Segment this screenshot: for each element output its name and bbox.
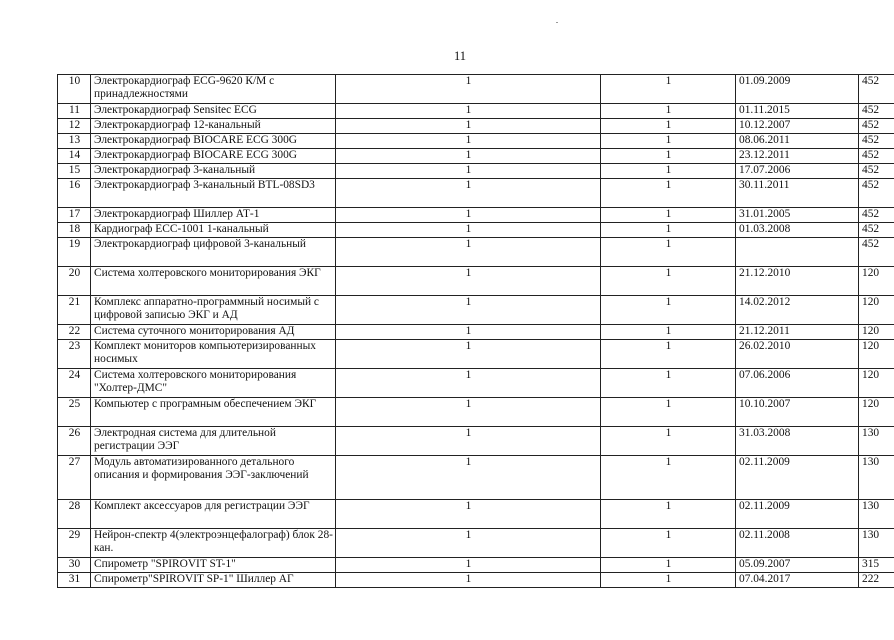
date-cell: 02.11.2009 (736, 456, 859, 500)
quantity-cell: 1 (336, 223, 601, 238)
quantity-cell: 1 (601, 325, 736, 340)
code-cell: 120 (859, 398, 894, 427)
quantity-cell: 1 (336, 369, 601, 398)
date-cell: 31.01.2005 (736, 208, 859, 223)
quantity-cell: 1 (601, 558, 736, 573)
date-cell: 01.11.2015 (736, 104, 859, 119)
date-cell: 10.12.2007 (736, 119, 859, 134)
equipment-name-cell: Спирометр "SPIROVIT ST-1" (91, 558, 336, 573)
equipment-name-cell: Электрокардиограф BIOCARE ECG 300G (91, 149, 336, 164)
equipment-name-cell: Кардиограф ЕСС-1001 1-канальный (91, 223, 336, 238)
code-cell: 222 (859, 573, 894, 588)
date-cell: 01.09.2009 (736, 75, 859, 104)
quantity-cell: 1 (601, 340, 736, 369)
date-cell: 07.06.2006 (736, 369, 859, 398)
code-cell: 120 (859, 267, 894, 296)
row-number-cell: 30 (58, 558, 91, 573)
quantity-cell: 1 (336, 164, 601, 179)
equipment-name-cell: Комплекс аппаратно-программный носимый с цифровой записью ЭКГ и АД (91, 296, 336, 325)
equipment-name-cell: Электрокардиограф цифровой 3-канальный (91, 238, 336, 267)
equipment-name-cell: Электрокардиограф 12-канальный (91, 119, 336, 134)
code-cell: 452 (859, 75, 894, 104)
equipment-name-cell: Комплект аксессуаров для регистрации ЭЭГ (91, 500, 336, 529)
code-cell: 130 (859, 456, 894, 500)
table-row (58, 223, 894, 238)
code-cell: 130 (859, 427, 894, 456)
quantity-cell: 1 (336, 427, 601, 456)
date-cell: 26.02.2010 (736, 340, 859, 369)
table-row (58, 149, 894, 164)
date-cell: 05.09.2007 (736, 558, 859, 573)
quantity-cell: 1 (336, 75, 601, 104)
quantity-cell: 1 (336, 104, 601, 119)
quantity-cell: 1 (601, 119, 736, 134)
table-row (58, 369, 894, 398)
row-number-cell: 21 (58, 296, 91, 325)
table-row (58, 398, 894, 427)
equipment-name-cell: Система холтеровского мониторирования "Холтер-ДМС" (91, 369, 336, 398)
row-number-cell: 16 (58, 179, 91, 208)
page-number: 11 (453, 49, 467, 63)
equipment-name-cell: Компьютер с програмным обеспечением ЭКГ (91, 398, 336, 427)
code-cell: 452 (859, 134, 894, 149)
code-cell: 130 (859, 529, 894, 558)
quantity-cell: 1 (601, 296, 736, 325)
table-row (58, 208, 894, 223)
quantity-cell: 1 (601, 456, 736, 500)
quantity-cell: 1 (336, 208, 601, 223)
table-row (58, 164, 894, 179)
date-cell: 30.11.2011 (736, 179, 859, 208)
equipment-name-cell: Модуль автоматизированного детального описания и формирования ЭЭГ-заключений (91, 456, 336, 500)
quantity-cell: 1 (336, 340, 601, 369)
equipment-name-cell: Электрокардиограф BIOCARE ECG 300G (91, 134, 336, 149)
date-cell: 08.06.2011 (736, 134, 859, 149)
quantity-cell: 1 (601, 149, 736, 164)
row-number-cell: 29 (58, 529, 91, 558)
date-cell: 02.11.2009 (736, 500, 859, 529)
code-cell: 452 (859, 208, 894, 223)
quantity-cell: 1 (336, 573, 601, 588)
equipment-name-cell: Электрокардиограф 3-канальный (91, 164, 336, 179)
row-number-cell: 17 (58, 208, 91, 223)
quantity-cell: 1 (336, 179, 601, 208)
quantity-cell: 1 (601, 369, 736, 398)
date-cell: 02.11.2008 (736, 529, 859, 558)
quantity-cell: 1 (601, 427, 736, 456)
scan-speck (556, 22, 558, 23)
code-cell: 452 (859, 238, 894, 267)
quantity-cell: 1 (336, 238, 601, 267)
row-number-cell: 14 (58, 149, 91, 164)
row-number-cell: 18 (58, 223, 91, 238)
date-cell: 21.12.2011 (736, 325, 859, 340)
table-row (58, 529, 894, 558)
quantity-cell: 1 (601, 238, 736, 267)
quantity-cell: 1 (601, 223, 736, 238)
code-cell: 452 (859, 119, 894, 134)
row-number-cell: 31 (58, 573, 91, 588)
quantity-cell: 1 (336, 134, 601, 149)
table-row (58, 558, 894, 573)
code-cell: 120 (859, 296, 894, 325)
date-cell: 17.07.2006 (736, 164, 859, 179)
quantity-cell: 1 (336, 267, 601, 296)
quantity-cell: 1 (336, 325, 601, 340)
equipment-name-cell: Система холтеровского мониторирования ЭКГ (91, 267, 336, 296)
quantity-cell: 1 (601, 500, 736, 529)
row-number-cell: 15 (58, 164, 91, 179)
equipment-name-cell: Электрокардиограф ECG-9620 К/М с принадлежностями (91, 75, 336, 104)
table-row (58, 75, 894, 104)
quantity-cell: 1 (601, 104, 736, 119)
code-cell: 130 (859, 500, 894, 529)
table-row (58, 104, 894, 119)
equipment-table (57, 74, 894, 588)
table-row (58, 340, 894, 369)
code-cell: 120 (859, 340, 894, 369)
quantity-cell: 1 (336, 500, 601, 529)
row-number-cell: 10 (58, 75, 91, 104)
row-number-cell: 25 (58, 398, 91, 427)
code-cell: 452 (859, 179, 894, 208)
row-number-cell: 22 (58, 325, 91, 340)
quantity-cell: 1 (601, 134, 736, 149)
quantity-cell: 1 (336, 149, 601, 164)
quantity-cell: 1 (336, 529, 601, 558)
row-number-cell: 24 (58, 369, 91, 398)
equipment-name-cell: Электродная система для длительной регистрации ЭЭГ (91, 427, 336, 456)
row-number-cell: 26 (58, 427, 91, 456)
quantity-cell: 1 (601, 529, 736, 558)
quantity-cell: 1 (336, 296, 601, 325)
table-row (58, 573, 894, 588)
date-cell: 21.12.2010 (736, 267, 859, 296)
table-row (58, 296, 894, 325)
quantity-cell: 1 (601, 398, 736, 427)
quantity-cell: 1 (601, 208, 736, 223)
date-cell: 10.10.2007 (736, 398, 859, 427)
row-number-cell: 13 (58, 134, 91, 149)
code-cell: 120 (859, 369, 894, 398)
date-cell: 14.02.2012 (736, 296, 859, 325)
equipment-name-cell: Комплект мониторов компьютеризированных носимых (91, 340, 336, 369)
equipment-name-cell: Электрокардиограф Шиллер АТ-1 (91, 208, 336, 223)
code-cell: 315 (859, 558, 894, 573)
quantity-cell: 1 (601, 267, 736, 296)
row-number-cell: 20 (58, 267, 91, 296)
quantity-cell: 1 (601, 164, 736, 179)
row-number-cell: 28 (58, 500, 91, 529)
table-row (58, 500, 894, 529)
date-cell: 07.04.2017 (736, 573, 859, 588)
quantity-cell: 1 (336, 119, 601, 134)
code-cell: 452 (859, 223, 894, 238)
table-row (58, 325, 894, 340)
quantity-cell: 1 (336, 456, 601, 500)
equipment-name-cell: Электрокардиограф 3-канальный BTL-08SD3 (91, 179, 336, 208)
row-number-cell: 12 (58, 119, 91, 134)
date-cell (736, 238, 859, 267)
quantity-cell: 1 (601, 75, 736, 104)
table-row (58, 427, 894, 456)
table-row (58, 179, 894, 208)
equipment-name-cell: Система суточного мониторирования АД (91, 325, 336, 340)
quantity-cell: 1 (601, 179, 736, 208)
date-cell: 01.03.2008 (736, 223, 859, 238)
code-cell: 120 (859, 325, 894, 340)
equipment-name-cell: Спирометр"SPIROVIT SP-1" Шиллер АГ (91, 573, 336, 588)
row-number-cell: 11 (58, 104, 91, 119)
quantity-cell: 1 (601, 573, 736, 588)
table-row (58, 267, 894, 296)
code-cell: 452 (859, 104, 894, 119)
equipment-name-cell: Электрокардиограф Sensitec ECG (91, 104, 336, 119)
code-cell: 452 (859, 149, 894, 164)
table-row (58, 456, 894, 500)
date-cell: 31.03.2008 (736, 427, 859, 456)
code-cell: 452 (859, 164, 894, 179)
quantity-cell: 1 (336, 398, 601, 427)
row-number-cell: 19 (58, 238, 91, 267)
equipment-name-cell: Нейрон-спектр 4(электроэнцефалограф) блок 28-кан. (91, 529, 336, 558)
row-number-cell: 27 (58, 456, 91, 500)
table-row (58, 238, 894, 267)
row-number-cell: 23 (58, 340, 91, 369)
quantity-cell: 1 (336, 558, 601, 573)
date-cell: 23.12.2011 (736, 149, 859, 164)
table-row (58, 134, 894, 149)
table-row (58, 119, 894, 134)
